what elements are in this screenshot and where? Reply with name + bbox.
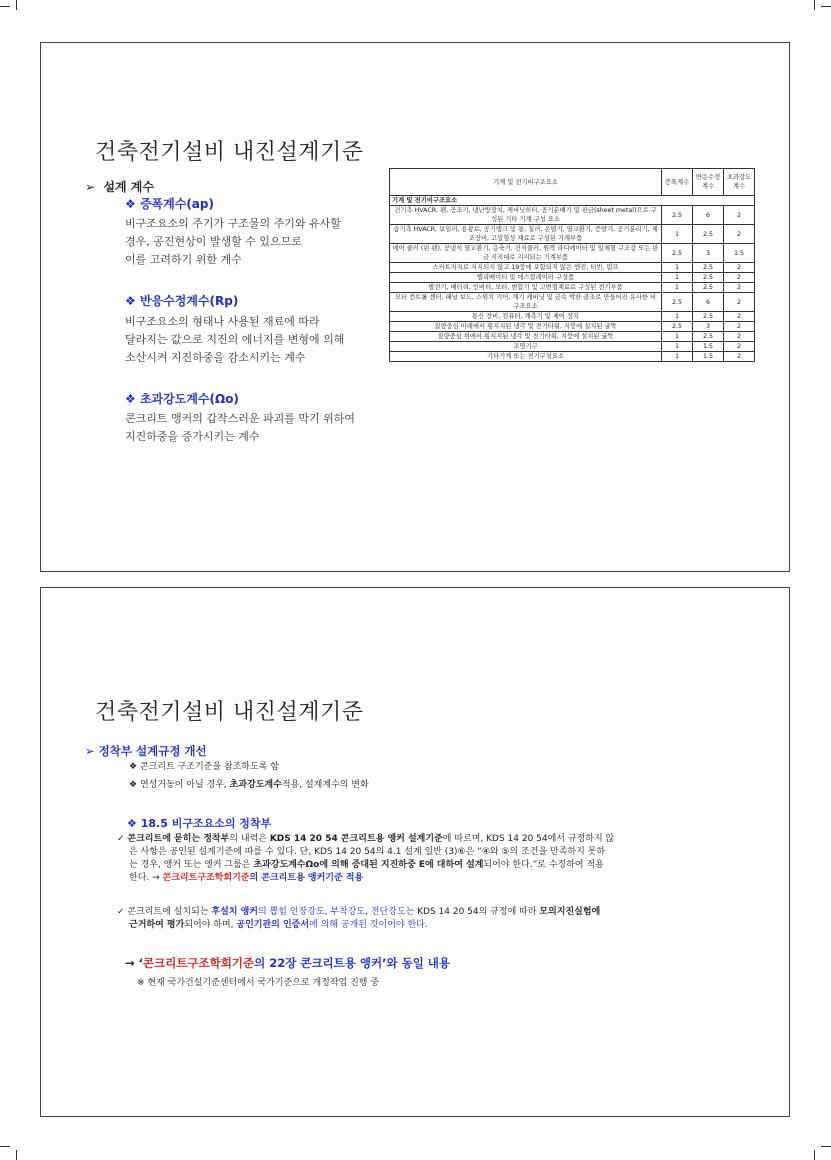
heading-text: 증폭계수(ap)	[139, 197, 214, 211]
bullet-text: 설계 계수	[103, 180, 154, 194]
body-line: 지진하중을 증가시키는 계수	[125, 430, 260, 443]
rp-cell: 2.5	[693, 283, 724, 293]
body-line: 이를 고려하기 위한 계수	[125, 253, 242, 266]
row-name-cell: 조명기구	[390, 342, 662, 352]
text: 한다. →	[129, 873, 163, 883]
diamond-bullet-icon: ❖	[125, 197, 136, 211]
sub-bullet-text: 콘크리트 구조기준을 참조하도록 함	[139, 762, 279, 772]
ap-cell: 2.5	[662, 206, 693, 225]
crop-mark	[821, 6, 831, 7]
table-header: 반응수정계수	[693, 169, 724, 196]
row-name-cell: 습기측 HVACR, 보일러, 용광로, 공기탱크 및 통, 칠러, 온열기, 열교환기, 증발기, 공기분리기, 제조장비, 고밀형성 재료로 구성된 기계부품	[390, 225, 662, 244]
row-name-cell: 에어 쿨러 (핀 팬), 공냉식 열교환기, 응축기, 건식쿨러, 원격 라디에이터 및 일체형 구조강 또는 판금 지지대로 지지되는 기계부품	[390, 244, 662, 263]
body-line: 소산시켜 지진하중을 감소시키는 계수	[125, 351, 306, 364]
row-name-cell: 모터 컨트롤 센터, 패널 보드, 스위치 기어, 계기 캐비닛 및 금속 박판 골조로 만들어진 유사한 비구조요소	[390, 293, 662, 312]
section-heading-anchorage	[127, 815, 271, 831]
text: → ‘	[125, 956, 144, 970]
rp-cell: 2.5	[693, 273, 724, 283]
text: 는 경우, 앵커 또는 앵커 그룹은	[129, 860, 254, 870]
table-row	[390, 352, 755, 362]
table-row	[390, 206, 755, 225]
diamond-bullet-icon: ❖	[125, 392, 136, 406]
body-line: 비구조요소의 형태나 사용된 재료에 따라	[125, 315, 320, 328]
ap-cell: 1	[662, 273, 693, 283]
omega-cell: 2	[724, 322, 755, 332]
section-heading-omega	[125, 390, 239, 407]
slide-title: 건축전기설비 내진설계기준	[95, 700, 364, 725]
bullet-design-factor	[85, 178, 154, 195]
sub-bullet-text: 적용, 설계계수의 변화	[281, 780, 369, 790]
ap-cell: 1	[662, 225, 693, 244]
text-blue: 에 의해 공개된 것이어야 한다.	[309, 920, 428, 930]
row-name-cell: 발전기, 배터리, 인버터, 모터, 변압기 및 고변형재료로 구성된 전기부품	[390, 283, 662, 293]
ap-cell: 1	[662, 332, 693, 342]
row-name-cell: 스커트지지로 지지되지 않고 19장에 포함되지 않은 엔진, 터빈, 펌프	[390, 263, 662, 273]
text-blue-bold: 공인기관의 인증서	[236, 920, 310, 930]
text-bold: KDS 14 20 54 콘크리트용 앵커 설계기준	[269, 834, 443, 844]
table-section-label: 기계 및 전기비구조요소	[390, 196, 755, 206]
main-bullet	[85, 743, 207, 759]
omega-cell: 2	[724, 342, 755, 352]
check-icon: ✓	[117, 907, 125, 917]
omega-cell: 2	[724, 263, 755, 273]
ap-cell: 1	[662, 263, 693, 273]
crop-mark	[16, 1150, 17, 1160]
table-row	[390, 244, 755, 263]
ap-cell: 2.5	[662, 322, 693, 332]
ap-cell: 1	[662, 342, 693, 352]
paragraph-line	[117, 906, 757, 919]
table-header-row	[390, 169, 755, 196]
table-row	[390, 312, 755, 322]
arrow-bullet-icon: ➢	[85, 744, 95, 758]
text-bold: 모의지진실험에	[539, 907, 601, 917]
table-row	[390, 293, 755, 312]
omega-cell: 1.5	[724, 244, 755, 263]
omega-cell: 2	[724, 273, 755, 283]
paragraph-line: 은 사항은 공인된 설계기준에 따를 수 있다. 단, KDS 14 20 54의 4.1 설계 일반 (3)⑥은 “④와 ⑤의 조건을 만족하지 못하	[129, 847, 606, 857]
text-bold: 콘크리트에 묻히는 정착부	[127, 834, 230, 844]
text-red-bold: 콘크리트구조학회기준	[162, 873, 250, 883]
text-blue-bold: 의 22장 콘크리트용 앵커’와 동일 내용	[254, 956, 451, 970]
diamond-bullet-icon: ❖	[125, 294, 136, 308]
row-name-cell: 기타기계 또는 전기구성요소	[390, 352, 662, 362]
table-section-row	[390, 196, 755, 206]
omega-cell: 2	[724, 206, 755, 225]
row-name-cell: 건기측 HVACR, 팬, 공조기, 냉난방장치, 캐비닛히터, 공기분배기 및 판금(sheet metal)으로 구성된 기타 기계 구성 요소	[390, 206, 662, 225]
text-blue-bold: 후설치 앵커	[211, 907, 258, 917]
rp-cell: 1.5	[693, 342, 724, 352]
ap-cell: 2.5	[662, 293, 693, 312]
section-heading-rp	[125, 292, 238, 309]
table-row	[390, 263, 755, 273]
text-red-bold: 콘크리트구조학회기준	[143, 956, 255, 970]
rp-cell: 6	[693, 206, 724, 225]
rp-cell: 2.5	[693, 312, 724, 322]
heading-text: 18.5 비구조요소의 정착부	[140, 817, 272, 830]
body-line: 비구조요소의 주기가 구조물의 주기와 유사할	[125, 217, 341, 230]
text-blue: 의 뽑힘 인장강도, 부착강도, 전단강도는	[258, 907, 415, 917]
sub-bullet-1	[129, 761, 279, 774]
paragraph-1	[117, 833, 757, 885]
table-header: 기계 및 전기비구조요소	[390, 169, 662, 196]
rp-cell: 2.5	[693, 332, 724, 342]
table-header: 증폭계수	[662, 169, 693, 196]
omega-cell: 2	[724, 352, 755, 362]
crop-mark	[0, 6, 10, 7]
section-heading-ap	[125, 195, 214, 212]
slide-2	[40, 587, 790, 1117]
omega-cell: 2	[724, 225, 755, 244]
rp-cell: 1.5	[693, 352, 724, 362]
conclusion	[125, 955, 450, 971]
text: KDS 14 20 54의 규정에 따라	[414, 907, 540, 917]
text: 의 내력은	[229, 834, 270, 844]
rp-cell: 3	[693, 244, 724, 263]
check-icon: ✓	[117, 834, 125, 844]
body-line: 달라지는 값으로 지진의 에너지를 변형에 의해	[125, 333, 345, 346]
crop-mark	[821, 1146, 831, 1147]
diamond-bullet-icon: ❖	[127, 817, 137, 830]
crop-mark	[814, 1150, 815, 1160]
text: 되어야 하며,	[184, 920, 237, 930]
body-line: 콘크리트 앵커의 갑작스러운 파괴를 막기 위하여	[125, 412, 356, 425]
sub-bullet-2	[129, 779, 369, 792]
seismic-factor-table	[389, 168, 755, 362]
rp-cell: 2.5	[693, 263, 724, 273]
table-row	[390, 342, 755, 352]
ap-cell: 1	[662, 312, 693, 322]
slide-1	[40, 42, 790, 572]
paragraph-line	[117, 919, 757, 932]
sub-bullet-bold: 초과강도계수	[229, 780, 282, 790]
table-row	[390, 283, 755, 293]
section-body-ap	[125, 215, 341, 269]
text: 에 따르며, KDS 14 20 54에서 규정하지 않	[442, 834, 615, 844]
text-blue-bold: 의 콘크리트용 앵커기준 적용	[249, 873, 364, 883]
note: ※ 현재 국가건설기준센터에서 국가기준으로 개정작업 진행 중	[137, 978, 380, 988]
rp-cell: 3	[693, 322, 724, 332]
crop-mark	[16, 0, 17, 10]
body-line: 경우, 공진현상이 발생할 수 있으므로	[125, 235, 302, 248]
table-header: 초과강도계수	[724, 169, 755, 196]
text: 되어야 한다.”로 수정하여 적용	[483, 860, 604, 870]
heading-text: 반응수정계수(Rp)	[139, 294, 239, 308]
row-name-cell: 엘리베이터 및 에스컬레이터 구성품	[390, 273, 662, 283]
row-name-cell: 질량중심 아래에서 횡지지된 냉각 및 전기타워, 지붕에 설치된 굴뚝	[390, 322, 662, 332]
slide-title: 건축전기설비 내진설계기준	[95, 140, 364, 165]
heading-text: 초과강도계수(Ωo)	[139, 392, 239, 406]
section-body-omega	[125, 410, 355, 446]
main-bullet-text: 정착부 설계규정 개선	[98, 744, 207, 758]
text: 콘크리트에 설치되는	[127, 907, 212, 917]
table-row	[390, 322, 755, 332]
row-name-cell: 질량중심 위에서 횡지지된 냉각 및 전기타워, 지붕에 설치된 굴뚝	[390, 332, 662, 342]
crop-mark	[0, 1146, 10, 1147]
paragraph-line	[117, 872, 757, 885]
omega-cell: 2	[724, 332, 755, 342]
sub-bullet-text: 연성거동이 아닐 경우,	[139, 780, 230, 790]
text-bold: 초과강도계수Ωo에 의해 증대된 지진하중 E에 대하여 설계	[253, 860, 484, 870]
row-name-cell: 통신 장비, 컴퓨터, 계측기 및 제어 장치	[390, 312, 662, 322]
section-body-rp	[125, 313, 344, 367]
omega-cell: 2	[724, 293, 755, 312]
ap-cell: 2.5	[662, 244, 693, 263]
paragraph-line	[117, 833, 757, 846]
ap-cell: 1	[662, 283, 693, 293]
table-row	[390, 225, 755, 244]
diamond-bullet-icon: ❖	[129, 762, 138, 772]
crop-mark	[814, 0, 815, 10]
text-bold: 근거하여 평가	[129, 920, 185, 930]
table-row	[390, 273, 755, 283]
diamond-bullet-icon: ❖	[129, 780, 138, 790]
paragraph-line	[117, 859, 757, 872]
rp-cell: 2.5	[693, 225, 724, 244]
paragraph-2	[117, 906, 757, 932]
table-row	[390, 332, 755, 342]
arrow-bullet-icon: ➢	[85, 180, 96, 194]
omega-cell: 2	[724, 283, 755, 293]
rp-cell: 6	[693, 293, 724, 312]
omega-cell: 2	[724, 312, 755, 322]
ap-cell: 1	[662, 352, 693, 362]
